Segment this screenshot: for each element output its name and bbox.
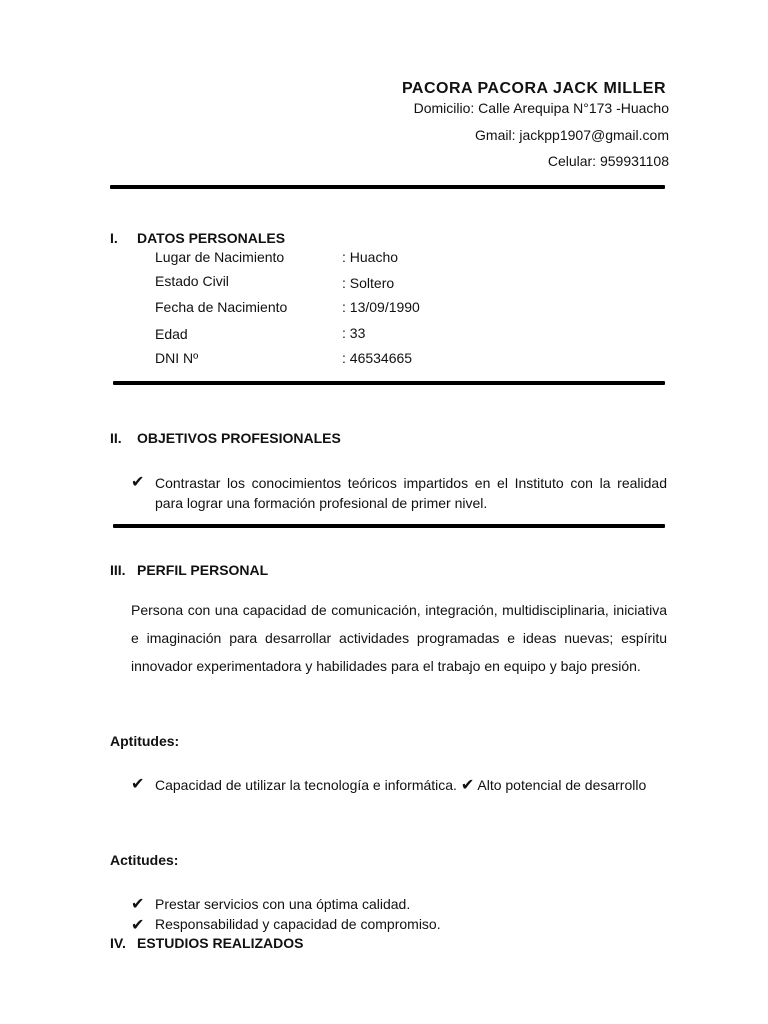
attitudes-heading: Actitudes: (110, 852, 179, 868)
section-title: DATOS PERSONALES (137, 230, 286, 246)
section-title: OBJETIVOS PROFESIONALES (137, 430, 341, 446)
section-number: II. (110, 430, 122, 446)
section-title: PERFIL PERSONAL (137, 562, 269, 578)
aptitude-text: Capacidad de utilizar la tecnología e informática. (155, 777, 457, 793)
address-line: Domicilio: Calle Arequipa N°173 -Huacho (413, 100, 669, 116)
checkmark-icon: ✔ (131, 917, 145, 934)
attitude-item: Prestar servicios con una óptima calidad. (155, 896, 411, 912)
aptitudes-heading: Aptitudes: (110, 733, 180, 749)
section-divider (113, 381, 665, 385)
section-title: ESTUDIOS REALIZADOS (137, 935, 304, 951)
personal-label: Edad (155, 326, 188, 342)
personal-value: : Huacho (342, 249, 399, 265)
aptitude-item (155, 775, 667, 796)
section-profile-heading (110, 562, 268, 578)
personal-value: : 46534665 (342, 350, 413, 366)
objective-item: Contrastar los conocimientos teóricos impartidos en el Instituto con la realidad para lograr una formación profesional de primer nivel. (155, 475, 667, 511)
checkmark-icon: ✔ (131, 896, 145, 913)
section-divider (113, 524, 665, 528)
section-objectives-heading (110, 430, 341, 446)
personal-label: Lugar de Nacimiento (155, 249, 285, 265)
section-number: IV. (110, 935, 126, 951)
section-number: I. (110, 230, 118, 246)
section-number: III. (110, 562, 126, 578)
attitude-item: Responsabilidad y capacidad de compromiso. (155, 916, 441, 932)
email-line: Gmail: jackpp1907@gmail.com (475, 127, 669, 143)
profile-paragraph: Persona con una capacidad de comunicación, integración, multidisciplinaria, iniciativa e imaginación para desarrollar actividades programadas e ideas nuevas; espíritu innovador experimentadora y habilidades para el trabajo en equipo y bajo presión. (131, 602, 667, 674)
checkmark-icon: ✔ (460, 777, 475, 794)
personal-value: : 13/09/1990 (342, 299, 420, 315)
personal-value: : Soltero (342, 275, 395, 291)
personal-value: : 33 (342, 325, 366, 341)
personal-label: Estado Civil (155, 273, 229, 289)
section-personal-heading (110, 230, 285, 246)
phone-line: Celular: 959931108 (547, 153, 669, 169)
section-studies-heading (110, 935, 303, 951)
aptitude-text: Alto potencial de desarrollo (477, 777, 647, 793)
candidate-name: PACORA PACORA JACK MILLER (401, 80, 666, 97)
checkmark-icon: ✔ (131, 776, 145, 793)
checkmark-icon: ✔ (131, 474, 145, 491)
header-divider (110, 185, 665, 189)
personal-label: DNI Nº (155, 350, 199, 366)
personal-label: Fecha de Nacimiento (155, 299, 288, 315)
